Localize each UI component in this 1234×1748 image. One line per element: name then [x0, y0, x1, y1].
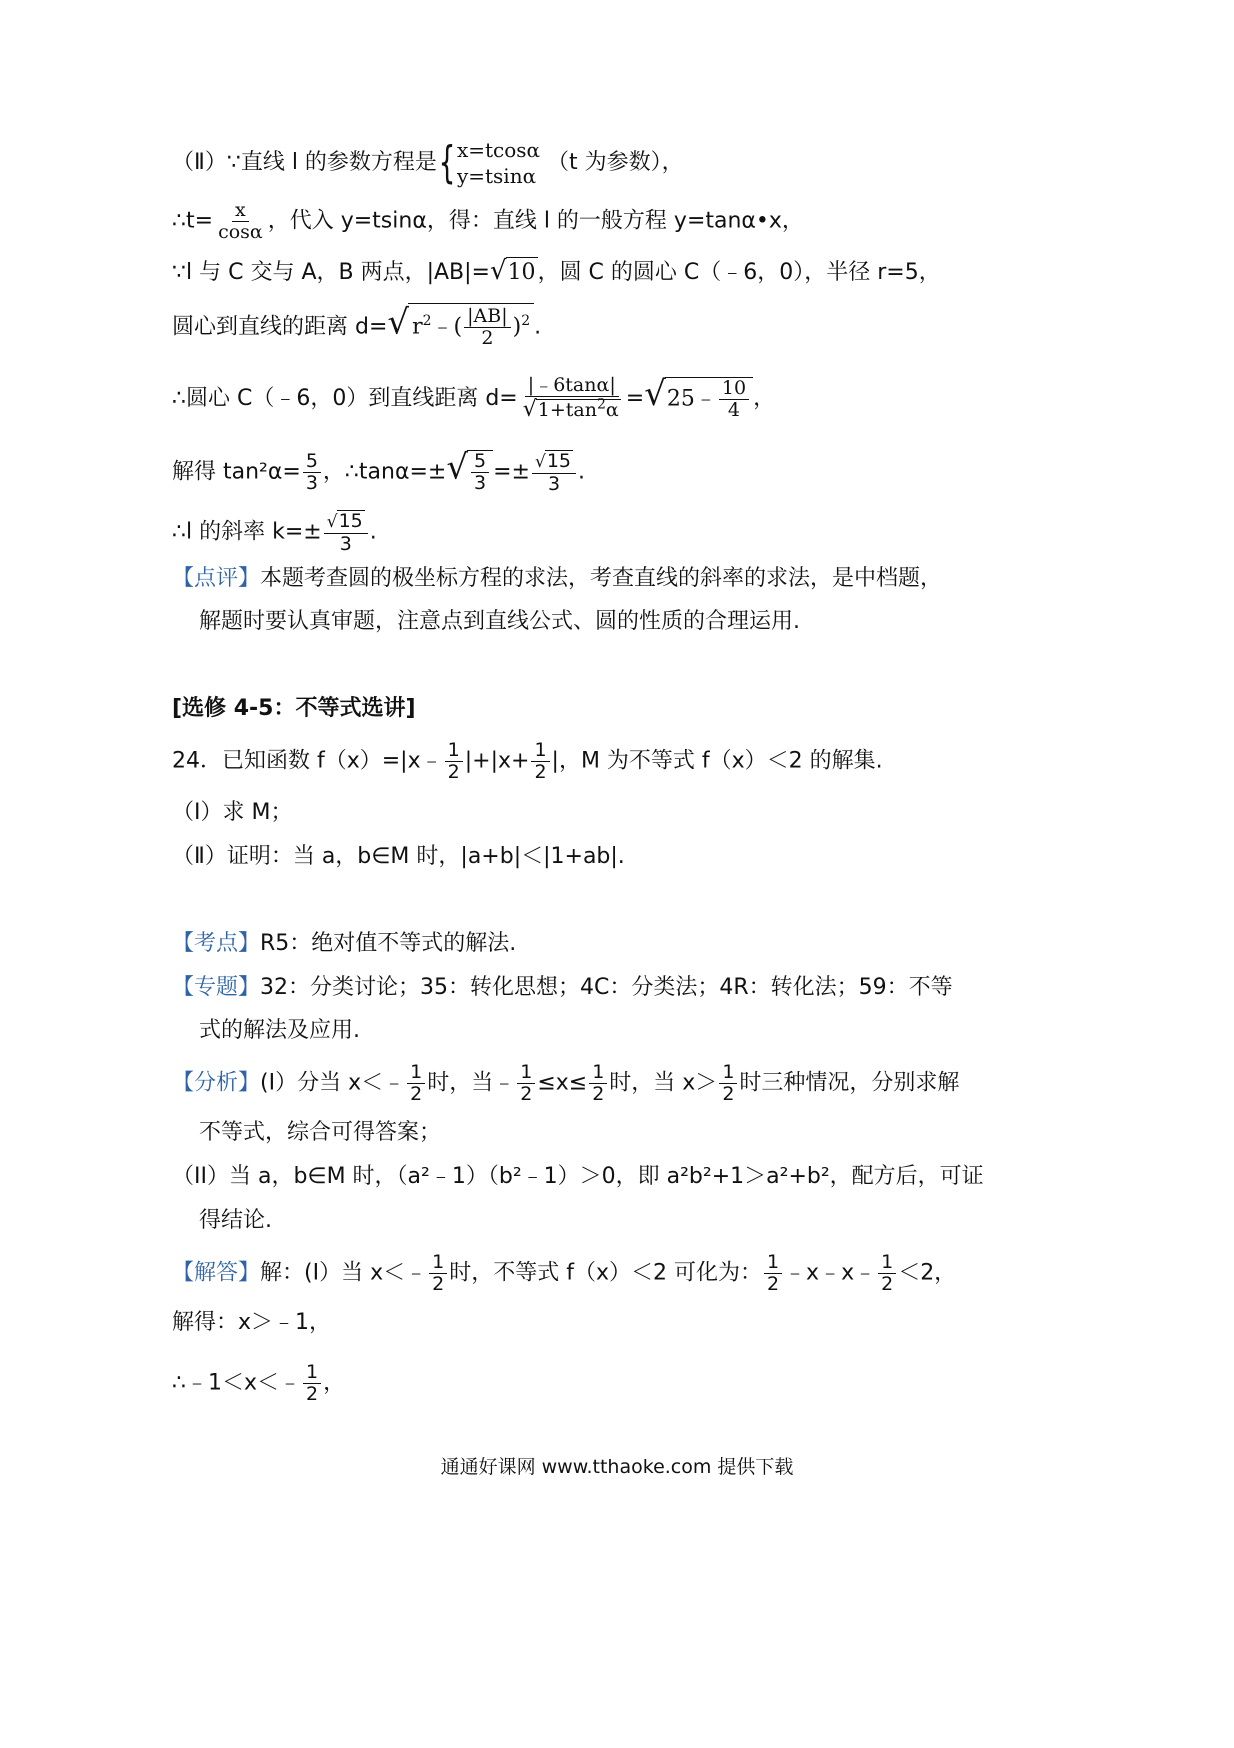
fraction	[517, 1062, 535, 1105]
kaodian-tag: 【考点】	[172, 931, 261, 956]
brace-glyph: {	[438, 137, 456, 188]
frac-den: 2	[481, 327, 494, 349]
jieda-line-1	[172, 1252, 956, 1295]
tan-mid: ，∴tanα=±	[322, 459, 447, 485]
jieda-line-2: 解得：x＞﹣1，	[172, 1310, 332, 1335]
frac-num: 1	[303, 1362, 321, 1384]
k-suffix: .	[369, 519, 377, 545]
fraction	[303, 1362, 321, 1405]
fraction	[324, 510, 368, 555]
fraction	[471, 451, 489, 494]
frac-den: 2	[881, 1273, 894, 1295]
fraction	[464, 306, 511, 349]
frac-den	[520, 397, 624, 423]
d1-prefix: 圆心到直线的距离 d=	[172, 314, 388, 340]
frac-num: 1	[589, 1062, 607, 1084]
question-24-part-2: （Ⅱ）证明：当 a，b∈M 时，|a+b|＜|1+ab|.	[172, 844, 625, 869]
frac-den: 2	[534, 761, 547, 783]
page-footer: 通通好课网 www.tthaoke.com 提供下载	[440, 1456, 794, 1478]
distance-formula-line	[172, 303, 541, 351]
exponent-2: 2	[422, 313, 432, 330]
fenxi-line-3: （II）当 a，b∈M 时，（a²﹣1）（b²﹣1）＞0，即 a²b²+1＞a²+b²，配方后，可证	[172, 1164, 984, 1189]
zhuanti-line-2: 式的解法及应用.	[199, 1018, 360, 1043]
radicand-r: r	[412, 314, 423, 340]
tan-line	[172, 447, 585, 495]
fenxi-line-2: 不等式，综合可得答案；	[199, 1120, 442, 1145]
radicand-text: 1+tan	[537, 399, 597, 421]
fraction	[215, 200, 266, 243]
fraction	[878, 1252, 896, 1295]
frac-num: 1	[429, 1252, 447, 1274]
exponent-2: 2	[597, 396, 606, 413]
fenxi-line-1	[172, 1062, 959, 1105]
fenxi-text: (I）分当 x＜﹣	[260, 1070, 406, 1096]
frac-den: 2	[592, 1083, 605, 1105]
frac-num: 10	[719, 378, 749, 400]
review-tag: 【点评】	[172, 566, 261, 591]
jieda-text: ＜2，	[898, 1260, 957, 1286]
fenxi-text: ≤x≤	[537, 1070, 588, 1096]
d2-prefix: ∴圆心 C（﹣6，0）到直线距离 d=	[172, 386, 518, 411]
review-text: 本题考查圆的极坐标方程的求法，考查直线的斜率的求法，是中档题，	[260, 566, 943, 591]
equals: =	[625, 386, 645, 411]
sqrt-radicand	[665, 377, 753, 421]
d1-suffix: .	[534, 314, 542, 340]
tan-suffix: .	[578, 459, 585, 485]
fraction	[589, 1062, 607, 1105]
jieda-text: ，	[323, 1370, 346, 1396]
jieda-text: 时，不等式 f（x）＜2 可化为：	[449, 1260, 762, 1286]
frac-num	[532, 450, 576, 474]
fraction	[407, 1062, 425, 1105]
sqrt-radicand	[408, 303, 534, 351]
frac-den: cosα	[218, 221, 263, 243]
jieda-text: 解：(I）当 x＜﹣	[260, 1260, 428, 1286]
frac-num: 5	[471, 451, 489, 473]
jieda-text: ∴﹣1＜x＜﹣	[172, 1370, 302, 1396]
jieda-tag: 【解答】	[172, 1260, 261, 1286]
tan-prefix: 解得 tan²α=	[172, 459, 301, 485]
t-prefix: ∴t=	[172, 208, 214, 234]
sqrt-symbol: √	[489, 256, 507, 286]
frac-den: 3	[474, 472, 487, 494]
frac-num: 5	[303, 451, 321, 473]
sqrt-radicand	[467, 450, 493, 494]
kaodian-text: R5：绝对值不等式的解法.	[260, 931, 517, 956]
radicand-close: )	[512, 314, 522, 340]
fraction	[531, 740, 549, 783]
frac-num: |﹣6tanα|	[525, 375, 619, 397]
frac-den: 2	[766, 1273, 780, 1295]
sqrt-radicand: 15	[546, 450, 571, 472]
sqrt-symbol: √	[387, 302, 410, 343]
fraction	[429, 1252, 447, 1295]
radicand-alpha: α	[605, 399, 619, 421]
review-text-2: 解题时要认真审题，注意点到直线公式、圆的性质的合理运用.	[199, 609, 800, 634]
fenxi-line-4: 得结论.	[199, 1208, 272, 1233]
frac-num: 1	[407, 1062, 425, 1084]
question-24	[172, 740, 883, 783]
sqrt-symbol: √	[534, 452, 546, 472]
fenxi-text: 时，当﹣	[427, 1070, 516, 1096]
frac-num: x	[232, 200, 249, 222]
intro-suffix: （t 为参数），	[547, 150, 684, 175]
fraction	[445, 740, 463, 783]
frac-den: 4	[727, 398, 741, 421]
question-24-part-1: （Ⅰ）求 M；	[172, 800, 293, 825]
q24-suffix: |，M 为不等式 f（x）＜2 的解集.	[551, 748, 883, 774]
kaodian-line	[172, 929, 516, 959]
fenxi-tag: 【分析】	[172, 1070, 261, 1096]
sqrt-symbol: √	[644, 374, 666, 414]
d2-suffix: ，	[753, 386, 776, 411]
fraction	[303, 451, 321, 494]
param-y: y=tsinα	[456, 164, 537, 188]
frac-den: 2	[432, 1273, 445, 1295]
radicand-minus: ﹣(	[431, 314, 463, 340]
exponent-2: 2	[521, 313, 531, 330]
tan-mid2: =±	[493, 459, 530, 485]
frac-num: |AB|	[464, 306, 511, 328]
frac-num: 1	[878, 1252, 896, 1274]
review-line-1	[172, 564, 942, 594]
jieda-line-3	[172, 1362, 345, 1405]
fraction	[719, 378, 749, 421]
t-suffix: ，代入 y=tsinα，得：直线 l 的一般方程 y=tanα•x，	[267, 208, 804, 234]
sqrt-radicand	[536, 396, 621, 421]
frac-den: 2	[722, 1083, 735, 1105]
sqrt-radicand: 10	[506, 257, 538, 288]
fenxi-text: 时三种情况，分别求解	[739, 1070, 960, 1096]
fraction	[764, 1252, 782, 1295]
k-prefix: ∴l 的斜率 k=±	[172, 519, 322, 545]
q24-mid: |+|x+	[464, 748, 530, 774]
zhuanti-tag: 【专题】	[172, 975, 261, 1000]
radicand-text: 25﹣	[666, 386, 717, 411]
zhuanti-line-1	[172, 973, 953, 1003]
ab-suffix: ，圆 C 的圆心 C（﹣6，0），半径 r=5，	[537, 260, 941, 285]
fenxi-text: 时，当 x＞	[609, 1070, 718, 1096]
sqrt-radicand: 15	[338, 510, 363, 532]
section-title: [选修 4-5：不等式选讲]	[172, 696, 416, 721]
sqrt-symbol: √	[522, 397, 537, 422]
distance-result-line	[172, 375, 775, 423]
t-expression-line	[172, 200, 804, 243]
frac-den: 3	[339, 533, 352, 555]
intro-prefix: （Ⅱ）∵直线 l 的参数方程是	[172, 150, 437, 175]
part2-intro-line	[172, 137, 684, 189]
frac-num	[324, 510, 368, 534]
jieda-text: ﹣x﹣x﹣	[784, 1260, 877, 1286]
sqrt-symbol: √	[326, 512, 338, 532]
zhuanti-text: 32：分类讨论；35：转化思想；4C：分类法；4R：转化法；59：不等	[260, 975, 953, 1000]
frac-den: 2	[520, 1083, 533, 1105]
parametric-system	[457, 137, 540, 189]
frac-num: 1	[764, 1252, 782, 1274]
frac-num: 1	[719, 1062, 737, 1084]
frac-den: 2	[306, 1383, 319, 1405]
ab-prefix: ∵l 与 C 交与 A，B 两点，|AB|=	[172, 260, 490, 285]
fraction	[520, 375, 624, 423]
frac-num: 1	[531, 740, 549, 762]
frac-den: 3	[305, 472, 318, 494]
review-line-2	[199, 607, 800, 637]
fraction	[532, 450, 576, 495]
ab-line	[172, 257, 941, 288]
q24-prefix: 24．已知函数 f（x）=|x﹣	[172, 748, 443, 774]
param-x: x=tcosα	[456, 138, 541, 162]
frac-den: 3	[547, 473, 561, 495]
sqrt-symbol: √	[446, 447, 468, 488]
frac-num: 1	[517, 1062, 535, 1084]
frac-num: 1	[445, 740, 463, 762]
frac-den: 2	[447, 761, 460, 783]
frac-den: 2	[410, 1083, 423, 1105]
slope-line	[172, 510, 377, 555]
fraction	[719, 1062, 737, 1105]
